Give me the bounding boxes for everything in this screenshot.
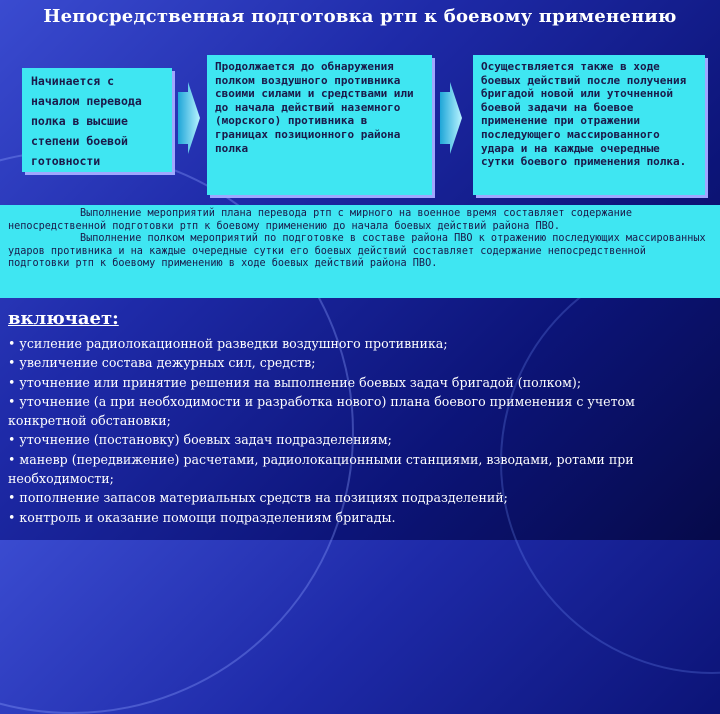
slide-title: Непосредственная подготовка ртп к боевому применению: [43, 6, 677, 27]
list-item: • пополнение запасов материальных средств на позициях подразделений;: [8, 490, 508, 506]
continue-box: [207, 55, 432, 195]
list-item: • уточнение или принятие решения на выполнение боевых задач бригадой (полком);: [8, 374, 582, 390]
right-arrow-icon: [178, 82, 200, 154]
start-box: [22, 68, 172, 172]
list-item: • уточнение (постановку) боевых задач подразделениям;: [8, 432, 392, 448]
band-paragraph-1: Выполнение мероприятий плана перевода ртп с мирного на военное время составляет содержание непосредственной подготовки ртп к боевому применению до начала боевых действий района ПВО.: [8, 208, 633, 232]
includes-heading: включает:: [8, 308, 119, 329]
right-arrow-icon: [440, 82, 462, 154]
continue-box-text: Продолжается до обнаружения полком воздушного противника своими силами и средствами или до начала действий наземного (морского) противника в границах позиционного района полка: [215, 60, 414, 155]
band-paragraph-2: Выполнение полком мероприятий по подготовке в составе района ПВО к отражению последующих массированных ударов противника и на каждые очередные сутки его боевых действий составляет содержание непосредственной подготовки ртп к боевому применению в ходе боевых действий района ПВО.: [8, 233, 706, 270]
list-item: • маневр (передвижение) расчетами, радиолокационными станциями, взводами, ротами при необходимости;: [8, 451, 634, 487]
list-item: • уточнение (а при необходимости и разработка нового) плана боевого применения с учетом конкретной обстановки;: [8, 393, 635, 429]
includes-list: [8, 334, 708, 527]
list-item: • увеличение состава дежурных сил, средств;: [8, 355, 316, 371]
also-box-text: Осуществляется также в ходе боевых действий после получения бригадой новой или уточненной боевой задачи на боевое применение при отражении последующего массированного удара и на каждые очередные сутки боевого применения полка.: [481, 60, 687, 169]
list-item: • усиление радиолокационной разведки воздушного противника;: [8, 336, 448, 351]
list-item: • контроль и оказание помощи подразделениям бригады.: [8, 509, 396, 525]
start-box-text: Начинается с началом перевода полка в высшие степени боевой готовности: [31, 74, 142, 168]
content-band: [0, 205, 720, 298]
also-box: [473, 55, 705, 195]
